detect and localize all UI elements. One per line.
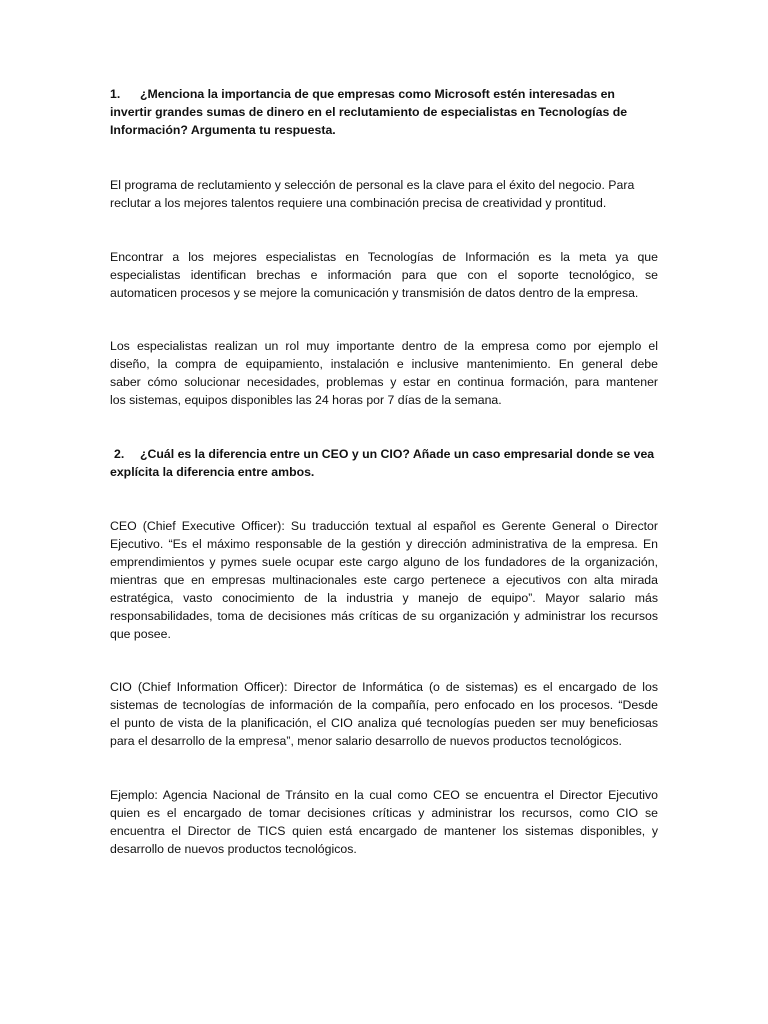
question-1-line: invertir grandes sumas de dinero en el reclutamiento de especialistas en Tecnologías de <box>110 105 628 119</box>
paragraph-line: Los especialistas realizan un rol muy importante dentro de la empresa como por ejemplo el <box>110 339 658 353</box>
paragraph-line: quien es el encargado de tomar decisiones críticas y administrar los recursos, como CIO se <box>110 806 658 820</box>
question-1 <box>110 85 658 139</box>
paragraph-line: encuentra el Director de TICS quien está encargado de mantener los sistemas disponibles, y <box>110 824 658 838</box>
paragraph-example <box>110 786 658 858</box>
paragraph-line: CEO (Chief Executive Officer): Su traducción textual al español es Gerente General o Director <box>110 519 658 533</box>
paragraph-recruitment <box>110 176 658 212</box>
paragraph-line: el punto de vista de la planificación, el CIO analiza qué tecnologías pueden ser muy beneficiosas <box>110 716 658 730</box>
question-1-line <box>110 85 658 103</box>
paragraph-line: que posee. <box>110 627 171 641</box>
paragraph-line: desarrollo de nuevos productos tecnológicos. <box>110 842 357 856</box>
question-2-line: explícita la diferencia entre ambos. <box>110 465 315 479</box>
paragraph-line: sistemas de tecnologías de información de la compañía, pero enfocado en los procesos. “Desde <box>110 698 658 712</box>
paragraph-line: saber cómo solucionar necesidades, problemas y estar en continua formación, para mantener <box>110 375 658 389</box>
paragraph-specialists-goal <box>110 248 658 302</box>
paragraph-line: automaticen procesos y se mejore la comunicación y transmisión de datos dentro de la empresa. <box>110 286 639 300</box>
question-1-line: Información? Argumenta tu respuesta. <box>110 123 336 137</box>
paragraph-line: Encontrar a los mejores especialistas en Tecnologías de Información es la meta ya que <box>110 250 658 264</box>
paragraph-line: Ejecutivo. “Es el máximo responsable de la gestión y dirección administrativa de la empresa. En <box>110 537 658 551</box>
question-2 <box>110 445 658 481</box>
paragraph-line: mientras que en empresas multinacionales este cargo pertenece a ejecutivos con alta mirada <box>110 573 658 587</box>
question-2-number: 2. <box>114 447 125 461</box>
paragraph-line: reclutar a los mejores talentos requiere una combinación precisa de creatividad y prontitud. <box>110 196 607 210</box>
paragraph-line: El programa de reclutamiento y selección de personal es la clave para el éxito del negocio. Para <box>110 178 635 192</box>
paragraph-ceo <box>110 517 658 643</box>
paragraph-specialists-role <box>110 337 658 409</box>
question-2-text: ¿Cuál es la diferencia entre un CEO y un CIO? Añade un caso empresarial donde se vea <box>140 447 655 461</box>
paragraph-line: diseño, la compra de equipamiento, instalación e inclusive mantenimiento. En general debe <box>110 357 658 371</box>
paragraph-line: Ejemplo: Agencia Nacional de Tránsito en la cual como CEO se encuentra el Director Ejecutivo <box>110 788 658 802</box>
paragraph-line: para el desarrollo de la empresa”, menor salario desarrollo de nuevos productos tecnológicos. <box>110 734 622 748</box>
question-1-number: 1. <box>110 87 121 101</box>
paragraph-line: emprendimientos y pymes suele ocupar este cargo alguno de los fundadores de la organización, <box>110 555 658 569</box>
paragraph-line: CIO (Chief Information Officer): Director de Informática (o de sistemas) es el encargado de los <box>110 680 658 694</box>
paragraph-cio <box>110 678 658 750</box>
question-1-text: ¿Menciona la importancia de que empresas como Microsoft estén interesadas en <box>140 87 615 101</box>
paragraph-line: especialistas identifican brechas e información para que con el soporte tecnológico, se <box>110 268 658 282</box>
paragraph-line: los sistemas, equipos disponibles las 24 horas por 7 días de la semana. <box>110 393 502 407</box>
paragraph-line: estratégica, vasto conocimiento de la industria y manejo de equipo”. Mayor salario más <box>110 591 658 605</box>
question-2-line <box>110 445 658 463</box>
paragraph-line: responsabilidades, toma de decisiones más críticas de su organización y administrar los recursos <box>110 609 658 623</box>
